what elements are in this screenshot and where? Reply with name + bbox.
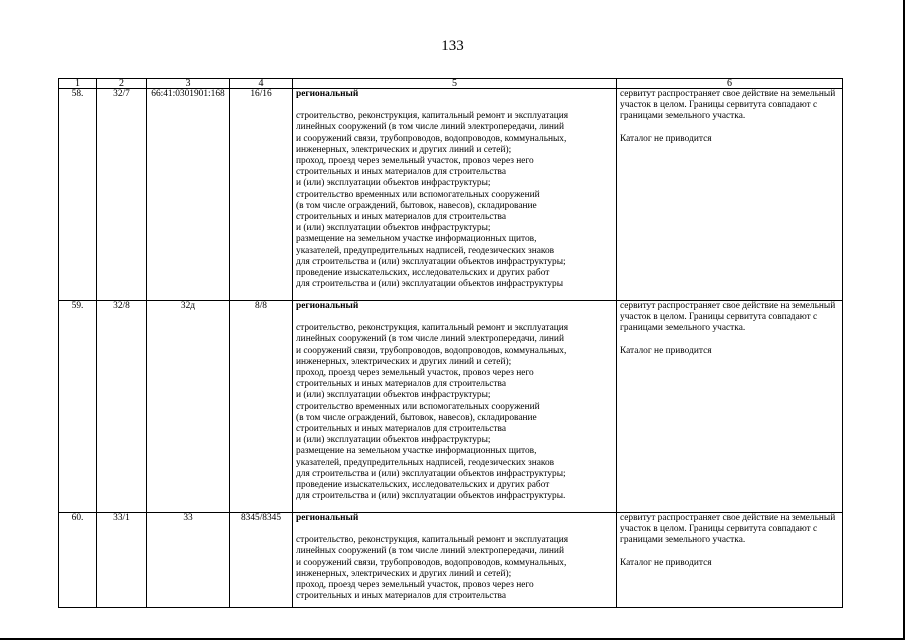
cell-col4: 8/8 xyxy=(230,301,293,513)
use-line: проведение изыскательских, исследовательских и других работ xyxy=(296,268,550,279)
catalog-note: Каталог не приводится xyxy=(620,345,712,356)
use-line: размещение на земельном участке информационных щитов, xyxy=(296,446,537,457)
servitude-description xyxy=(617,513,843,608)
servitude-kind: региональный xyxy=(296,89,359,99)
use-line: и сооружений связи, трубопроводов, водопроводов, коммунальных, xyxy=(296,345,567,356)
use-line: проведение изыскательских, исследовательских и других работ xyxy=(296,480,550,491)
cell-col2: 32/8 xyxy=(97,301,147,513)
cadastral-number: 32д xyxy=(147,301,230,513)
use-line: строительство временных или вспомогательных сооружений xyxy=(296,401,540,412)
use-line: строительство, реконструкция, капитальный ремонт и эксплуатация xyxy=(296,535,569,546)
use-line: (в том числе ограждений, бытовок, навесов), складирование xyxy=(296,200,537,211)
header-cell: 6 xyxy=(617,79,843,89)
servitude-kind: региональный xyxy=(296,301,359,311)
use-line: линейных сооружений (в том числе линий электропередачи, линий xyxy=(296,334,564,345)
servitude-description xyxy=(617,301,843,513)
description-text: сервитут распространяет свое действие на земельный участок в целом. Границы сервитута совпадают с границами земельного участка. xyxy=(620,513,836,546)
description-text: сервитут распространяет свое действие на земельный участок в целом. Границы сервитута совпадают с границами земельного участка. xyxy=(620,301,836,334)
row-number: 58. xyxy=(59,89,97,301)
use-line: (в том числе ограждений, бытовок, навесов), складирование xyxy=(296,412,537,423)
cell-col2: 33/1 xyxy=(97,513,147,608)
use-line: для строительства и (или) эксплуатации объектов инфраструктуры; xyxy=(296,468,566,479)
use-line: строительство, реконструкция, капитальный ремонт и эксплуатация xyxy=(296,111,569,122)
row-number: 59. xyxy=(59,301,97,513)
use-line: инженерных, электрических и других линий и сетей); xyxy=(296,356,512,367)
use-line: проход, проезд через земельный участок, провоз через него xyxy=(296,368,534,379)
spacer xyxy=(296,524,614,535)
cell-col4: 16/16 xyxy=(230,89,293,301)
use-line: строительных и иных материалов для строительства xyxy=(296,212,506,223)
spacer xyxy=(296,312,614,323)
use-line: указателей, предупредительных надписей, геодезических знаков xyxy=(296,245,555,256)
header-cell: 3 xyxy=(147,79,230,89)
use-line: и (или) эксплуатации объектов инфраструктуры; xyxy=(296,390,491,401)
catalog-note: Каталог не приводится xyxy=(620,133,712,144)
use-line: строительство, реконструкция, капитальный ремонт и эксплуатация xyxy=(296,323,569,334)
use-line: и (или) эксплуатации объектов инфраструктуры; xyxy=(296,178,491,189)
cadastral-number: 33 xyxy=(147,513,230,608)
use-line: линейных сооружений (в том числе линий электропередачи, линий xyxy=(296,546,564,557)
use-line: строительных и иных материалов для строительства xyxy=(296,591,506,602)
table-row xyxy=(59,513,843,608)
use-line: строительных и иных материалов для строительства xyxy=(296,424,506,435)
spacer xyxy=(296,100,614,111)
servitude-purpose xyxy=(293,513,617,608)
row-number: 60. xyxy=(59,513,97,608)
description-text: сервитут распространяет свое действие на земельный участок в целом. Границы сервитута совпадают с границами земельного участка. xyxy=(620,89,836,122)
cell-col2: 32/7 xyxy=(97,89,147,301)
header-cell: 5 xyxy=(293,79,617,89)
table-row xyxy=(59,89,843,301)
servitude-kind: региональный xyxy=(296,513,359,523)
servitude-table xyxy=(58,78,843,608)
cadastral-number: 66:41:0301901:168 xyxy=(147,89,230,301)
uses-list xyxy=(296,111,614,290)
table-header-row xyxy=(59,79,843,89)
header-cell: 2 xyxy=(97,79,147,89)
use-line: размещение на земельном участке информационных щитов, xyxy=(296,234,537,245)
use-line: для строительства и (или) эксплуатации объектов инфраструктуры. xyxy=(296,491,566,502)
use-line: инженерных, электрических и других линий и сетей); xyxy=(296,144,512,155)
use-line: проход, проезд через земельный участок, провоз через него xyxy=(296,156,534,167)
cell-col4: 8345/8345 xyxy=(230,513,293,608)
use-line: линейных сооружений (в том числе линий электропередачи, линий xyxy=(296,122,564,133)
catalog-note: Каталог не приводится xyxy=(620,557,712,568)
use-line: для строительства и (или) эксплуатации объектов инфраструктуры xyxy=(296,279,564,290)
use-line: проход, проезд через земельный участок, провоз через него xyxy=(296,580,534,591)
use-line: и (или) эксплуатации объектов инфраструктуры; xyxy=(296,435,491,446)
header-cell: 4 xyxy=(230,79,293,89)
use-line: строительных и иных материалов для строительства xyxy=(296,167,506,178)
use-line: для строительства и (или) эксплуатации объектов инфраструктуры; xyxy=(296,256,566,267)
page-number: 133 xyxy=(441,38,464,54)
use-line: и (или) эксплуатации объектов инфраструктуры; xyxy=(296,223,491,234)
use-line: указателей, предупредительных надписей, геодезических знаков xyxy=(296,457,555,468)
uses-list xyxy=(296,323,614,502)
table-row xyxy=(59,301,843,513)
use-line: инженерных, электрических и других линий и сетей); xyxy=(296,568,512,579)
use-line: и сооружений связи, трубопроводов, водопроводов, коммунальных, xyxy=(296,557,567,568)
servitude-description xyxy=(617,89,843,301)
header-cell: 1 xyxy=(59,79,97,89)
servitude-purpose xyxy=(293,89,617,301)
use-line: строительных и иных материалов для строительства xyxy=(296,379,506,390)
use-line: строительство временных или вспомогательных сооружений xyxy=(296,189,540,200)
uses-list xyxy=(296,535,614,602)
use-line: и сооружений связи, трубопроводов, водопроводов, коммунальных, xyxy=(296,133,567,144)
servitude-purpose xyxy=(293,301,617,513)
